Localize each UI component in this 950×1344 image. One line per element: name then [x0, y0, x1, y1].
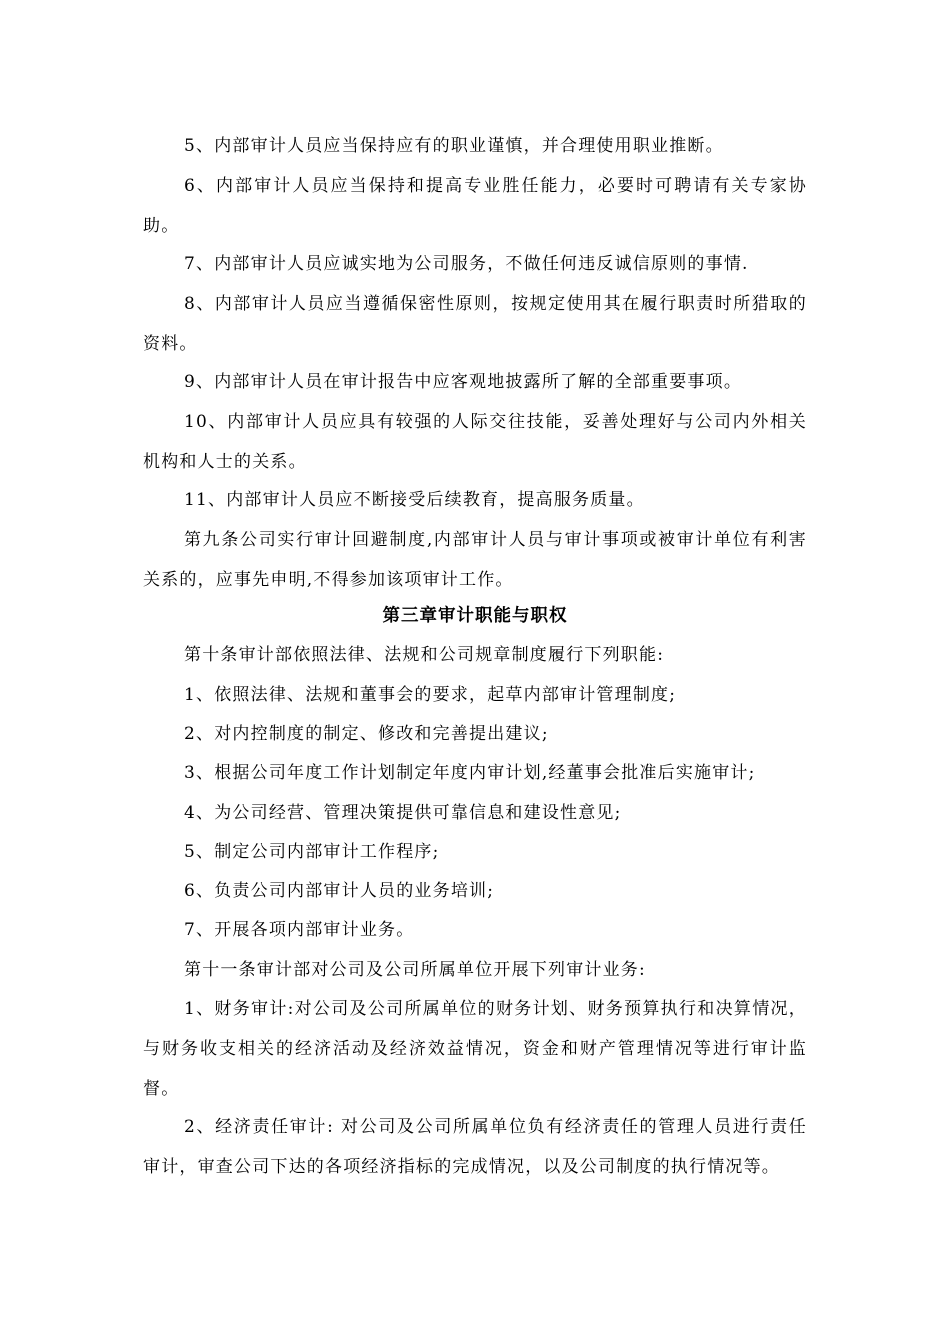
function-item-4: 4、为公司经营、管理决策提供可靠信息和建设性意见;	[184, 803, 622, 823]
article-11-audit-business: 第十一条审计部对公司及公司所属单位开展下列审计业务:	[184, 960, 646, 980]
function-item-1: 1、依照法律、法规和董事会的要求，起草内部审计管理制度;	[184, 685, 677, 705]
paragraph-9-disclosure: 9、内部审计人员在审计报告中应客观地披露所了解的全部重要事项。	[184, 372, 743, 392]
article-9-recusal: 第九条公司实行审计回避制度,内部审计人员与审计事项或被审计单位有利害关系的，应事先申明,不得参加该项审计工作。	[143, 530, 807, 590]
paragraph-6-competence: 6、内部审计人员应当保持和提高专业胜任能力，必要时可聘请有关专家协助。	[143, 176, 807, 236]
paragraph-11-education: 11、内部审计人员应不断接受后续教育，提高服务质量。	[184, 490, 645, 510]
paragraph-7-integrity: 7、内部审计人员应诚实地为公司服务，不做任何违反诚信原则的事情.	[184, 254, 749, 274]
function-item-6: 6、负责公司内部审计人员的业务培训;	[184, 881, 495, 901]
paragraph-8-confidentiality: 8、内部审计人员应当遵循保密性原则，按规定使用其在履行职责时所猎取的资料。	[143, 294, 807, 354]
function-item-3: 3、根据公司年度工作计划制定年度内审计划,经董事会批准后实施审计;	[184, 763, 756, 783]
function-item-2: 2、对内控制度的制定、修改和完善提出建议;	[184, 724, 549, 744]
function-item-7: 7、开展各项内部审计业务。	[184, 920, 415, 940]
paragraph-10-interpersonal: 10、内部审计人员应具有较强的人际交往技能，妥善处理好与公司内外相关机构和人士的关系。	[143, 412, 807, 472]
audit-item-2-economic-responsibility: 2、经济责任审计: 对公司及公司所属单位负有经济责任的管理人员进行责任审计，审查公司下达的各项经济指标的完成情况，以及公司制度的执行情况等。	[143, 1117, 807, 1177]
article-10-functions: 第十条审计部依照法律、法规和公司规章制度履行下列职能:	[184, 645, 665, 665]
audit-item-1-financial: 1、财务审计:对公司及公司所属单位的财务计划、财务预算执行和决算情况，与财务收支相关的经济活动及经济效益情况，资金和财产管理情况等进行审计监督。	[143, 999, 807, 1099]
paragraph-5-due-care: 5、内部审计人员应当保持应有的职业谨慎，并合理使用职业推断。	[184, 136, 724, 156]
function-item-5: 5、制定公司内部审计工作程序;	[184, 842, 440, 862]
chapter-3-heading: 第三章审计职能与职权	[382, 606, 568, 626]
